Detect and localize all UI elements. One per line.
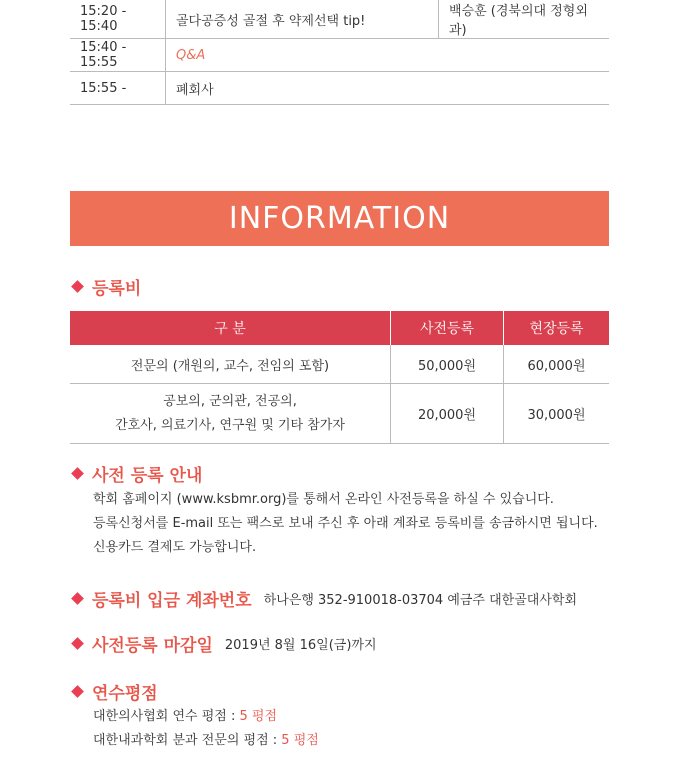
fee-category-line: 공보의, 군의관, 전공의, (163, 393, 297, 409)
fee-table-header (70, 311, 609, 345)
column-header: 현장등록 (504, 311, 610, 345)
table-row (70, 72, 609, 105)
account-number: 하나은행 352-910018-03704 예금주 대한골대사학회 (263, 593, 578, 608)
deadline-heading (73, 631, 377, 656)
pre-reg-line: 신용카드 결제도 가능합니다. (93, 540, 257, 555)
fee-section-heading (73, 274, 141, 299)
pre-reg-line: 학회 홈페이지 (www.ksbmr.org)를 통해서 온라인 사전등록을 하실 수 있습니다. (93, 492, 554, 507)
schedule-time: 15:20 - 15:40 (70, 0, 166, 39)
credit-item (93, 705, 319, 729)
fee-pre: 50,000원 (391, 345, 504, 384)
schedule-title: 폐회사 (166, 72, 610, 105)
schedule-title: 골다공증성 골절 후 약제선택 tip! (166, 0, 439, 39)
schedule-time: 15:40 - 15:55 (70, 39, 166, 72)
diamond-bullet-icon (71, 280, 84, 293)
credits-list (93, 705, 319, 753)
fee-table (70, 311, 609, 444)
fee-onsite: 60,000원 (504, 345, 610, 384)
section-title: 등록비 (92, 279, 142, 299)
account-heading (73, 586, 577, 611)
schedule-time: 15:55 - (70, 72, 166, 105)
diamond-bullet-icon (71, 467, 84, 480)
section-title: 사전등록 마감일 (92, 636, 213, 656)
schedule-speaker: 백승훈 (경북의대 정형외과) (439, 0, 610, 39)
column-header: 구 분 (70, 311, 391, 345)
information-banner: INFORMATION (70, 191, 609, 246)
pre-reg-text (93, 488, 598, 560)
section-title: 등록비 입금 계좌번호 (92, 591, 252, 611)
schedule-title: Q&A (166, 39, 610, 72)
pre-reg-line: 등록신청서를 E-mail 또는 팩스로 보내 주신 후 아래 계좌로 등록비를 송금하시면 됩니다. (93, 516, 598, 531)
fee-category-line: 간호사, 의료기사, 연구원 및 기타 참가자 (115, 417, 345, 433)
credit-value: 5 평점 (239, 709, 278, 724)
credit-item (93, 729, 319, 753)
pre-reg-heading (73, 461, 202, 486)
fee-onsite: 30,000원 (504, 384, 610, 444)
section-title: 사전 등록 안내 (92, 466, 203, 486)
fee-category (70, 384, 391, 444)
table-row (70, 0, 609, 39)
credit-value: 5 평점 (281, 733, 319, 748)
credits-heading (73, 679, 158, 704)
fee-category: 전문의 (개원의, 교수, 전임의 포함) (70, 345, 391, 384)
section-title: 연수평점 (92, 684, 158, 704)
diamond-bullet-icon (71, 685, 84, 698)
diamond-bullet-icon (71, 592, 84, 605)
credit-label: 대한내과학회 분과 전문의 평점 : (93, 733, 282, 748)
table-row (70, 384, 609, 444)
credit-label: 대한의사협회 연수 평점 : (93, 709, 240, 724)
diamond-bullet-icon (71, 637, 84, 650)
schedule-table (70, 0, 609, 105)
column-header: 사전등록 (391, 311, 504, 345)
table-row (70, 345, 609, 384)
fee-pre: 20,000원 (391, 384, 504, 444)
deadline-date: 2019년 8월 16일(금)까지 (224, 638, 377, 653)
table-row (70, 39, 609, 72)
